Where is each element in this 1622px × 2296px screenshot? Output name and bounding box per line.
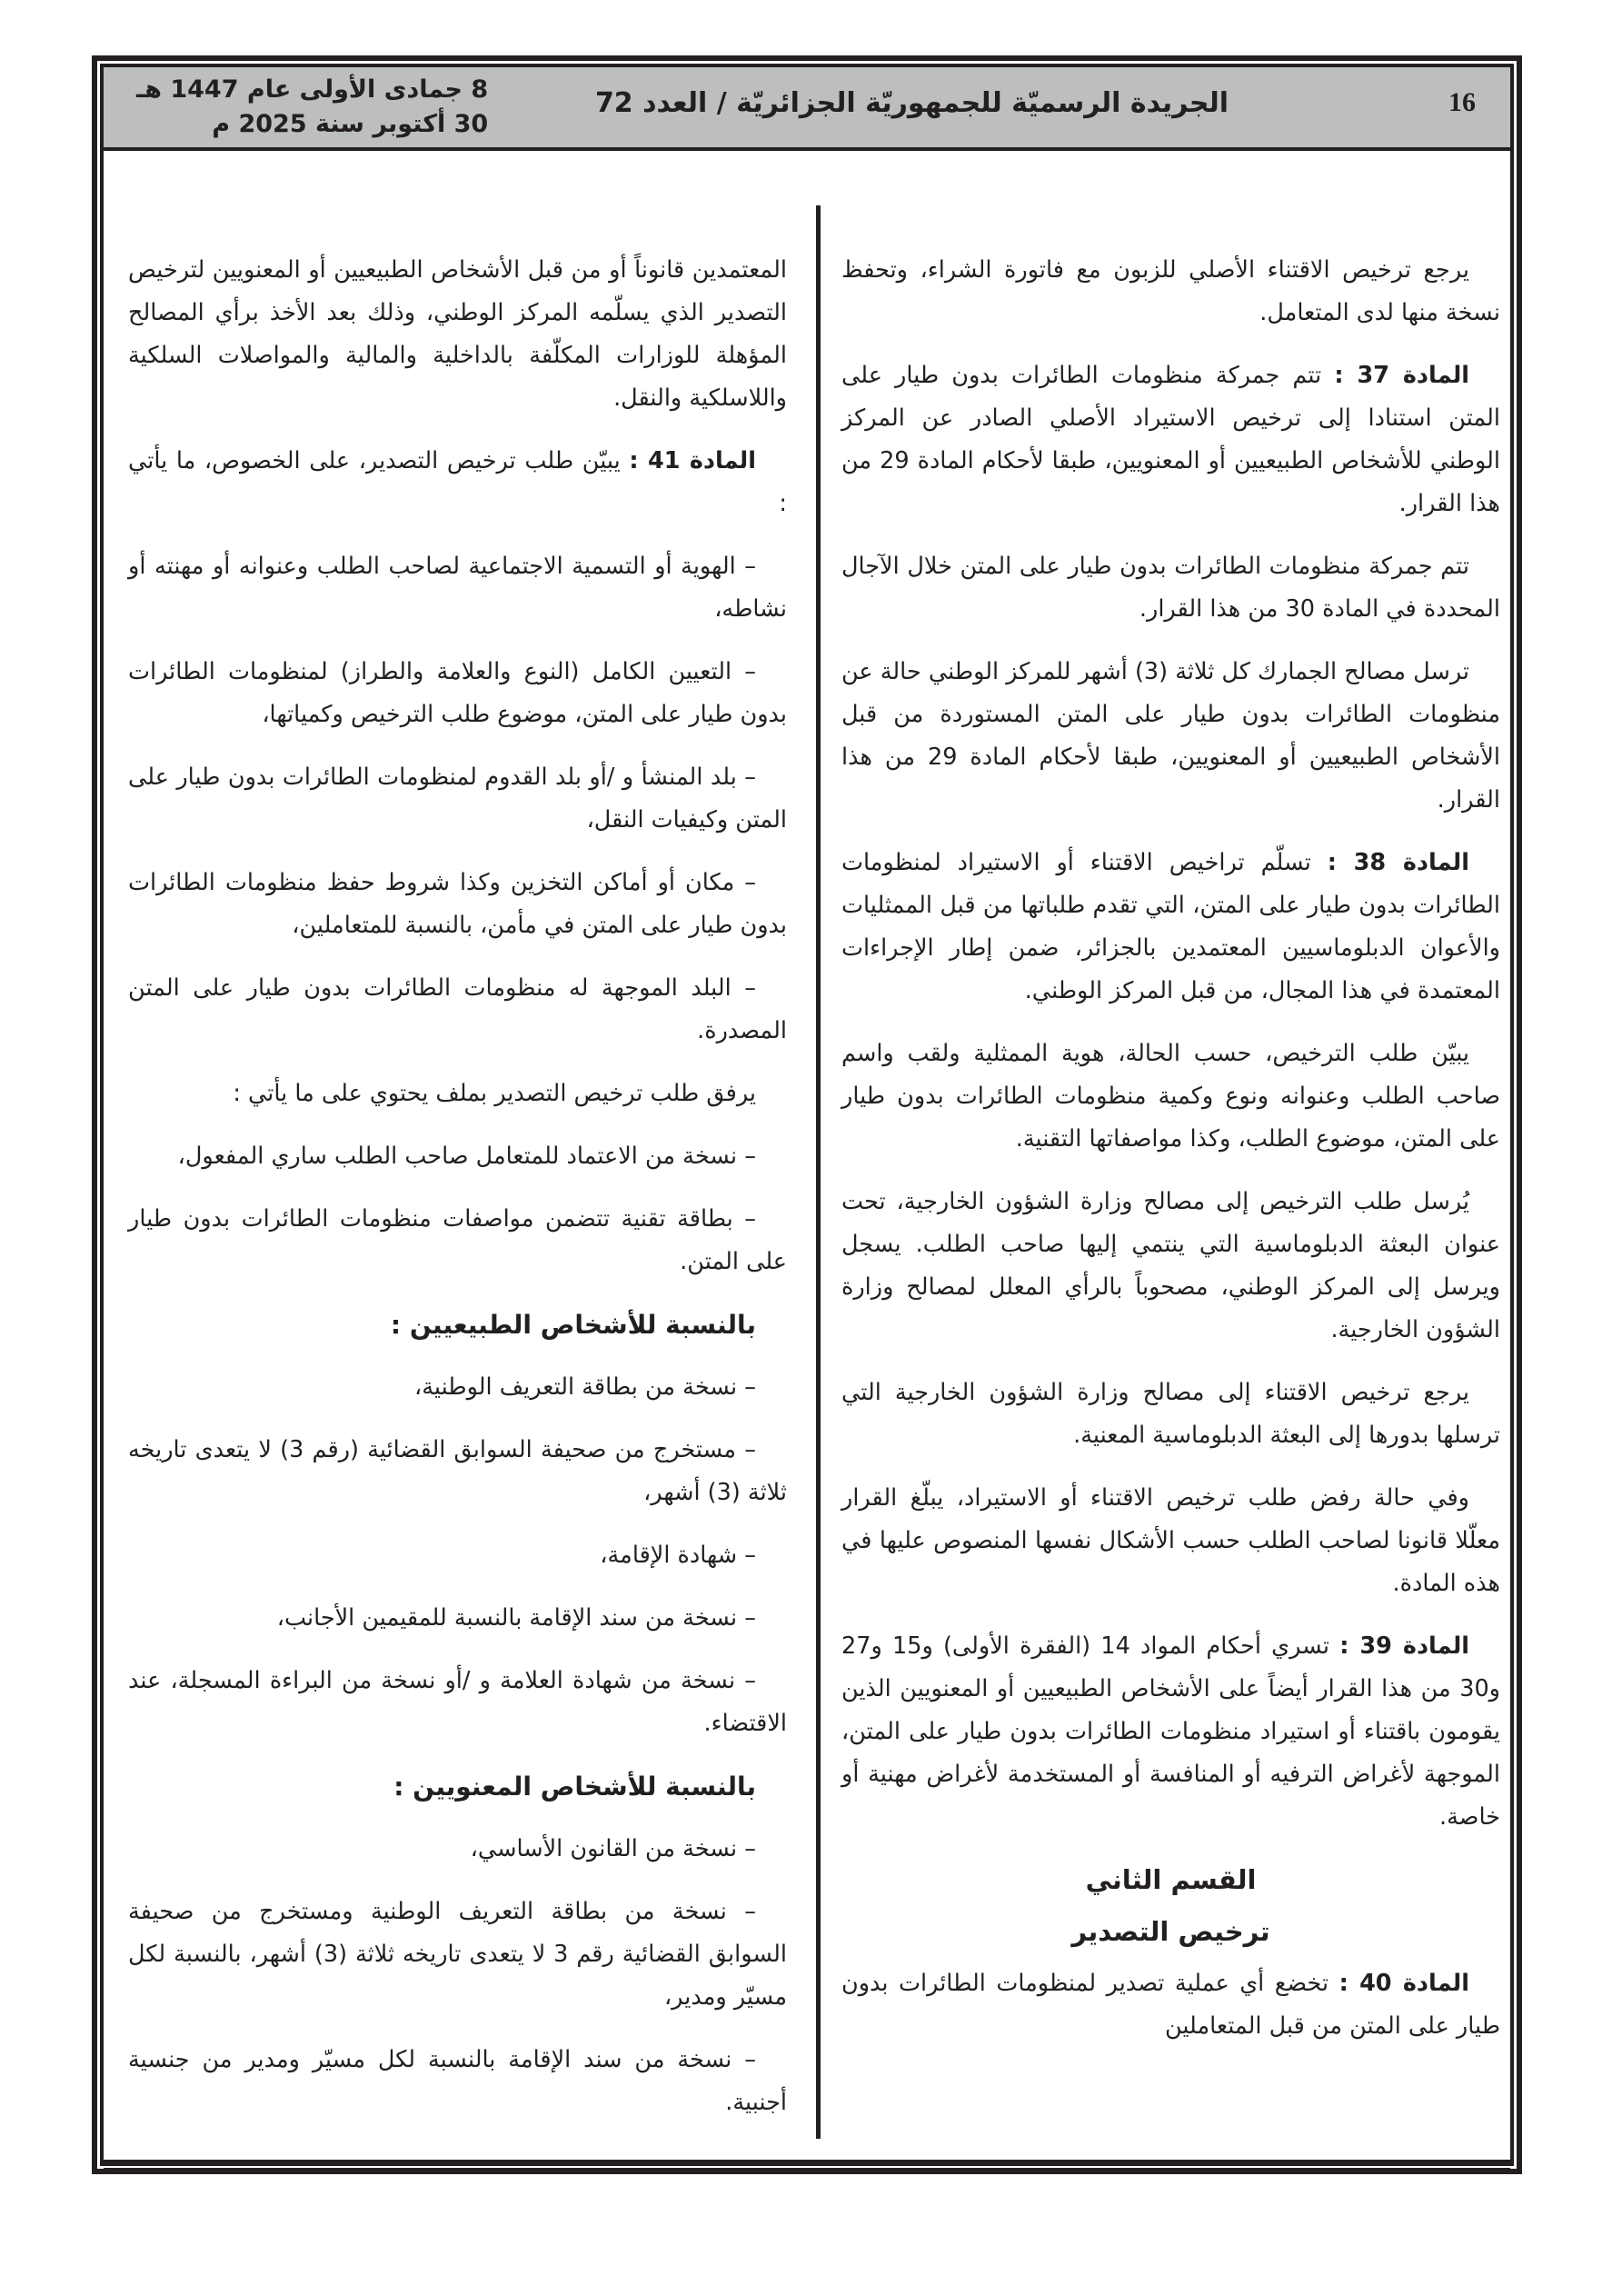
article-38 [841,842,1500,1013]
paragraph: ترسل مصالح الجمارك كل ثلاثة (3) أشهر للمركز الوطني حالة عن منظومات الطائرات بدون طيار على المتن المستوردة من قبل الأشخاص الطبيعيين أو المعنويين، طبقا لأحكام المادة 29 من هذا القرار. [841,658,1501,814]
list-item: – مستخرج من صحيفة السوابق القضائية (رقم 3) لا يتعدى تاريخه ثلاثة (3) أشهر، [128,1436,787,1506]
issue-date [136,73,488,142]
article-text: تسلّم تراخيص الاقتناء أو الاستيراد لمنظومات الطائرات بدون طيار على المتن، التي تقدم طلباتها من قبل الممثليات والأعوان الدبلوماسيين المعتمدين بالجزائر، ضمن إطار الإجراءات المعتمدة في هذا المجال، من قبل المركز الوطني. [841,849,1500,1004]
paragraph: وفي حالة رفض طلب ترخيص الاقتناء أو الاستيراد، يبلّغ القرار معلّلا قانونا لصاحب الطلب حسب الأشكال نفسها المنصوص عليها في هذه المادة. [841,1484,1500,1597]
list-item: – شهادة الإقامة، [600,1542,756,1569]
section-title: القسم الثاني [1085,1864,1257,1895]
gazette-title: الجريدة الرسميّة للجمهوريّة الجزائريّة / العدد 72 [594,87,1229,119]
article-label: المادة 41 : [629,447,756,474]
article-text: تسري أحكام المواد 14 (الفقرة الأولى) و15 و27 و30 من هذا القرار أيضاً على الأشخاص الطبيعيين أو المعنويين الذين يقومون باقتناء أو استيراد منظومات الطائرات بدون طيار على المتن، الموجهة لأغراض الترفيه أو المنافسة أو المستخدمة لأغراض مهنية أو خاصة. [841,1632,1500,1831]
list-item: – نسخة من القانون الأساسي، [470,1835,756,1862]
list-item: – نسخة من شهادة العلامة و /أو نسخة من البراءة المسجلة، عند الاقتضاء. [128,1667,787,1737]
list-item: – نسخة من سند الإقامة بالنسبة للمقيمين الأجانب، [276,1604,756,1632]
list-item: – نسخة من بطاقة التعريف الوطنية، [413,1373,756,1401]
list-item: – نسخة من الاعتماد للمتعامل صاحب الطلب ساري المفعول، [177,1143,756,1170]
page-header [104,67,1510,151]
bottom-rule-bottom [104,2168,1510,2172]
article-label: المادة 37 : [1334,362,1470,389]
article-label: المادة 39 : [1339,1632,1470,1660]
bottom-rule-top [104,2160,1510,2164]
article-39 [841,1625,1500,1839]
left-column [128,249,787,2144]
list-item: – بطاقة تقنية تتضمن مواصفات منظومات الطائرات بدون طيار على المتن. [128,1205,787,1275]
article-40 [841,1962,1500,2048]
section-subtitle: ترخيص التصدير [1071,1916,1270,1947]
list-item: – بلد المنشأ و /أو بلد القدوم لمنظومات الطائرات بدون طيار على المتن وكيفيات النقل، [128,764,787,834]
paragraph: يبيّن طلب الترخيص، حسب الحالة، هوية الممثلية ولقب واسم صاحب الطلب وعنوانه ونوع وكمية منظومات الطائرات بدون طيار على المتن، موضوع الطلب، وكذا مواصفاتها التقنية. [841,1040,1500,1153]
paragraph: يرفق طلب ترخيص التصدير بملف يحتوي على ما يأتي : [233,1080,756,1107]
list-item: – التعيين الكامل (النوع والعلامة والطراز) لمنظومات الطائرات بدون طيار على المتن، موضوع طلب الترخيص وكمياتها، [128,658,787,728]
date-gregorian: 30 أكتوبر سنة 2025 م [212,110,489,138]
paragraph: تتم جمركة منظومات الطائرات بدون طيار على المتن خلال الآجال المحددة في المادة 30 من هذا القرار. [841,553,1500,623]
article-label: المادة 38 : [1327,849,1469,876]
list-item: – نسخة من بطاقة التعريف الوطنية ومستخرج من صحيفة السوابق القضائية رقم 3 لا يتعدى تاريخه ثلاثة (3) أشهر، بالنسبة لكل مسيّر ومدير، [128,1898,787,2011]
paragraph: المعتمدين قانوناً أو من قبل الأشخاص الطبيعيين أو المعنويين لترخيص التصدير الذي يسلّمه المركز الوطني، وذلك بعد الأخذ برأي المصالح المؤهلة للوزارات المكلّفة بالداخلية والمالية والمواصلات السلكية واللاسلكية والنقل. [128,256,787,412]
list-item: – الهوية أو التسمية الاجتماعية لصاحب الطلب وعنوانه أو مهنته أو نشاطه، [128,553,787,623]
paragraph: يرجع ترخيص الاقتناء الأصلي للزبون مع فاتورة الشراء، وتحفظ نسخة منها لدى المتعامل. [841,256,1500,326]
article-text: يبيّن طلب ترخيص التصدير، على الخصوص، ما يأتي : [128,447,787,517]
right-column [841,249,1500,2068]
list-item: – مكان أو أماكن التخزين وكذا شروط حفظ منظومات الطائرات بدون طيار على المتن في مأمن، بالنسبة للمتعاملين، [128,869,787,939]
column-divider [816,205,821,2139]
page-inner-frame [100,64,1514,2166]
article-label: المادة 40 : [1338,1970,1469,1997]
subheading-legal-persons: بالنسبة للأشخاص المعنويين : [393,1772,756,1802]
article-41 [128,440,787,525]
list-item: – البلد الموجهة له منظومات الطائرات بدون طيار على المتن المصدرة. [128,974,787,1044]
subheading-natural-persons: بالنسبة للأشخاص الطبيعيين : [390,1310,756,1340]
article-text: تخضع أي عملية تصدير لمنظومات الطائرات بدون طيار على المتن من قبل المتعاملين [841,1970,1500,2040]
article-text: تتم جمركة منظومات الطائرات بدون طيار على المتن استنادا إلى ترخيص الاستيراد الأصلي الصادر عن المركز الوطني للأشخاص الطبيعيين أو المعنويين، طبقا لأحكام المادة 29 من هذا القرار. [841,362,1501,517]
paragraph: يرجع ترخيص الاقتناء إلى مصالح وزارة الشؤون الخارجية التي ترسلها بدورها إلى البعثة الدبلوماسية المعنية. [841,1379,1500,1449]
list-item: – نسخة من سند الإقامة بالنسبة لكل مسيّر ومدير من جنسية أجنبية. [128,2046,787,2116]
date-hijri: 8 جمادى الأولى عام 1447 هـ [136,75,489,104]
paragraph: يُرسل طلب الترخيص إلى مصالح وزارة الشؤون الخارجية، تحت عنوان البعثة الدبلوماسية التي ينتمي إليها صاحب الطلب. يسجل ويرسل إلى المركز الوطني، مصحوباً بالرأي المعلل لمصالح وزارة الشؤون الخارجية. [841,1188,1500,1343]
article-37 [841,354,1500,525]
page-frame [92,55,1522,2174]
page-number: 16 [1448,87,1476,117]
